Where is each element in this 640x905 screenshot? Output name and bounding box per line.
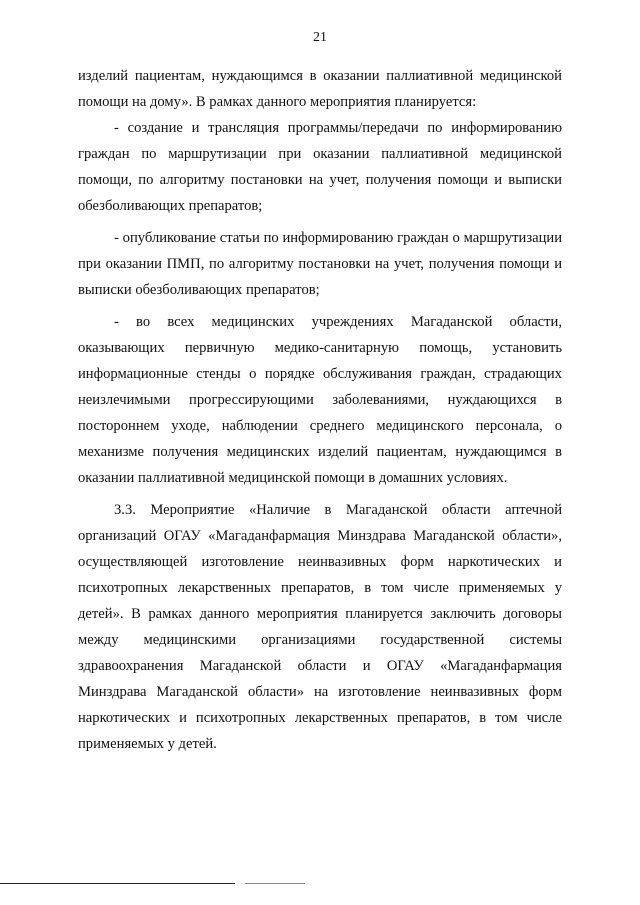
page-number: 21 [313,30,327,45]
list-item-info-stands: - во всех медицинских учреждениях Магаданской области, оказывающих первичную медико-санитарную помощь, установить информационные стенды о порядке обслуживания граждан, страдающих неизлечимыми прогрессирующими заболеваниями, нуждающихся в постороннем уходе, наблюдении среднего медицинского персонала, о механизме получения медицинских изделий пациентам, нуждающимся в оказании паллиативной медицинской помощи в домашних условиях. [78,314,562,486]
footer-divider [0,883,235,884]
footer-divider-short [245,883,305,884]
paragraph-continuation: изделий пациентам, нуждающимся в оказании паллиативной медицинской помощи на дому». В рамках данного мероприятия планируется: [78,68,562,110]
list-item-broadcast: - создание и трансляция программы/передачи по информированию граждан по маршрутизации при оказании паллиативной медицинской помощи, по алгоритму постановки на учет, получения помощи и выписки обезболивающих препаратов; [78,120,562,214]
list-item-publication: - опубликование статьи по информированию граждан о маршрутизации при оказании ПМП, по алгоритму постановки на учет, получения помощи и выписки обезболивающих препаратов; [78,230,562,298]
paragraph-section-3-3: 3.3. Мероприятие «Наличие в Магаданской области аптечной организаций ОГАУ «Магаданфармация Минздрава Магаданской области», осуществляющей изготовление неинвазивных форм наркотических и психотропных лекарственных препаратов, в том числе применяемых у детей». В рамках данного мероприятия планируется заключить договоры между медицинскими организациями государственной системы здравоохранения Магаданской области и ОГАУ «Магаданфармация Минздрава Магаданской области» на изготовление неинвазивных форм наркотических и психотропных лекарственных препаратов, в том числе применяемых у детей. [78,502,562,752]
document-body [78,63,562,757]
